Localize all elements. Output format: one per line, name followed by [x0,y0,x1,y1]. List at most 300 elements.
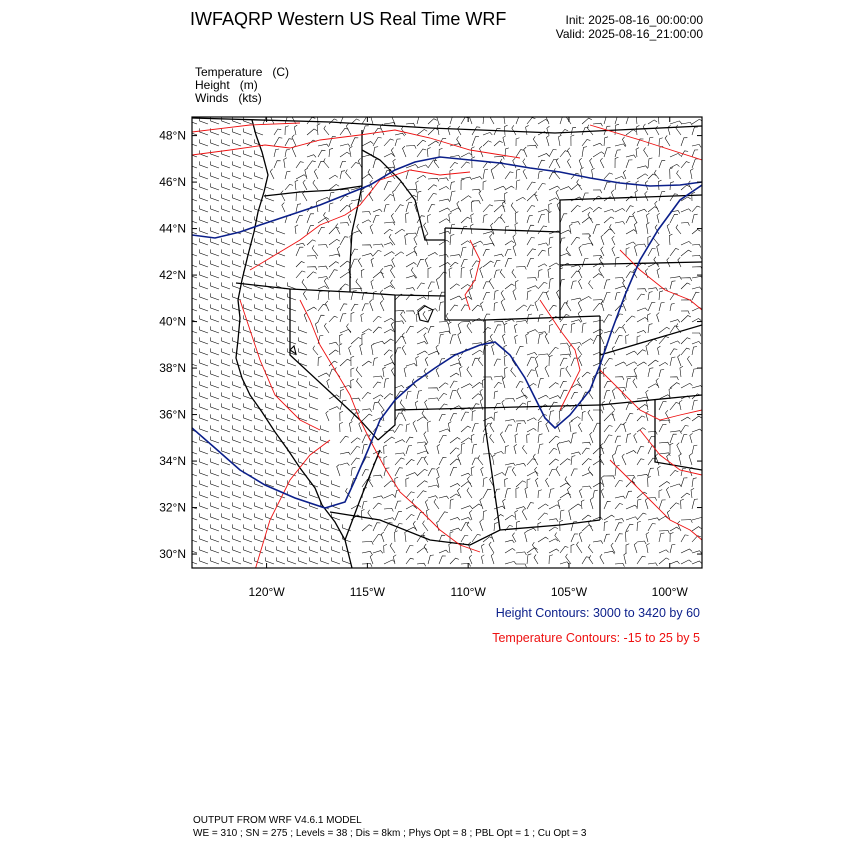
wind-barb [384,468,389,476]
wind-barb [571,265,581,268]
wind-barb [406,233,417,236]
wind-barb [692,561,702,564]
wind-barb [296,175,307,179]
wind-barb [560,358,567,366]
wind-barb [515,223,518,234]
wind-barb [299,480,308,487]
wind-barb [680,366,683,377]
wind-barb [516,117,522,124]
wind-barb [417,140,426,146]
wind-barb [501,300,505,311]
wind-barb [692,536,701,542]
wind-barb [549,448,557,454]
wind-barb [266,227,275,234]
wind-barb [373,402,378,410]
wind-barb [593,207,602,212]
wind-barb [513,235,516,246]
wind-barb [351,163,359,169]
wind-barb [582,323,586,333]
wind-barb [384,194,393,201]
wind-barb [549,150,557,158]
wind-barb [494,404,501,411]
wind-barb [244,128,253,135]
wind-barb [670,303,675,311]
wind-barb [637,513,646,520]
wind-barb [450,459,460,465]
wind-barb [362,501,367,509]
wind-barb [222,414,231,421]
wind-barb [329,342,338,345]
wind-barb [483,243,495,246]
model-info-line-2: WE = 310 ; SN = 275 ; Levels = 38 ; Dis = 8km ; Phys Opt = 8 ; PBL Opt = 1 ; Cu Opt = 3 [193,828,587,839]
wind-barb [604,391,610,400]
wind-barb [560,230,571,234]
wind-barb [546,478,550,487]
wind-barb [527,330,538,333]
wind-barb [593,304,603,312]
wind-barb [439,199,450,202]
wind-barb [601,476,604,487]
wind-barb [504,113,507,124]
wind-barb [450,117,456,125]
wind-barb [571,135,574,146]
wind-barb [318,277,328,280]
wind-barb [189,480,198,487]
wind-barb [461,196,471,201]
wind-barb [525,531,528,542]
wind-barb [609,400,615,410]
wind-barb [233,392,242,399]
wind-barb [310,469,319,476]
wind-barb [266,271,275,278]
wind-barb [600,333,604,344]
wind-barb [571,417,580,421]
wind-barb [233,557,242,564]
wind-barb [483,232,494,235]
wind-barb [378,399,384,410]
wind-barb [299,381,308,388]
wind-barb [450,363,461,366]
wind-barb [362,361,372,366]
wind-barb [406,276,416,279]
wind-barb [211,183,220,190]
lon-tick-label: 120°W [248,585,285,599]
wind-barb [222,425,231,432]
model-info-line-1: OUTPUT FROM WRF V4.6.1 MODEL [193,815,362,826]
wind-barb [670,471,678,477]
wind-barb [505,540,514,543]
wind-barb [449,213,452,223]
wind-barb [505,446,509,455]
wind-barb [211,205,220,212]
wind-barb [428,485,439,488]
wind-barb [211,161,220,168]
wind-barb [332,480,341,487]
wind-barb [527,401,531,410]
wind-barb [395,310,405,313]
wind-barb [200,414,209,421]
wind-barb [381,532,384,542]
wind-barb [436,368,439,377]
wind-barb [310,458,319,465]
wind-barb [669,234,672,245]
wind-barb [648,437,655,444]
wind-barb [472,358,479,366]
wind-barb [299,337,308,344]
wind-barb [439,208,450,212]
wind-barb [417,149,426,157]
wind-barb [404,367,407,377]
wind-barb [189,392,198,399]
wind-barb [303,180,307,190]
wind-barb [340,359,351,366]
wind-barb [189,293,198,300]
wind-barb [439,186,449,190]
wind-barb [604,435,612,443]
wind-barb [222,194,231,201]
wind-barb [471,434,474,443]
wind-barb [255,161,264,168]
pacific-coastline [236,120,352,568]
wind-barb [615,257,619,267]
field-unit: (m) [239,78,258,92]
wind-barb [310,524,319,531]
wind-barb [479,191,483,202]
wind-barb [189,194,198,201]
wind-barb [648,324,653,333]
wind-barb [560,547,568,554]
wind-barb [390,355,395,366]
wind-barb [318,150,325,157]
wind-barb [395,321,404,324]
wind-barb [384,456,387,465]
wind-barb [626,248,629,256]
wind-barb [615,144,626,147]
wind-barb [244,150,253,157]
wind-barb [200,216,209,223]
wind-barb [681,122,692,125]
wind-barb [581,500,584,509]
wind-barb [515,510,518,520]
wind-barb [604,331,614,334]
wind-barb [492,344,495,355]
wind-barb [211,502,220,509]
wind-barb [450,163,458,169]
wind-barb [417,259,424,267]
wind-barb [604,148,611,157]
wind-barb [527,434,530,443]
wind-barb [255,183,264,190]
wind-barb [222,557,231,564]
wind-barb [626,505,637,509]
wind-barb [494,186,506,190]
wind-barb [604,381,611,388]
wind-barb [692,292,699,300]
wind-barb [348,214,351,223]
wind-barb [307,129,317,135]
wind-barb [450,558,459,564]
wind-barb [626,362,637,366]
wind-barb [538,378,544,388]
wind-barb [469,510,472,520]
wind-barb [549,396,560,399]
wind-barb [384,205,389,213]
wind-barb [670,533,674,543]
wind-barb [288,524,297,531]
temperature-contours [192,123,702,570]
wind-barb [646,532,649,542]
wind-barb [472,137,479,146]
wind-barb [450,494,459,498]
wind-barb [516,169,520,179]
wind-barb [535,192,539,201]
wind-barb [549,324,553,333]
wind-barb [200,139,209,146]
map-title: IWFAQRP Western US Real Time WRF [190,9,507,29]
wind-barb [211,557,220,564]
wind-barb [340,161,346,168]
wind-barb [211,326,220,333]
wind-barb [657,268,660,278]
wind-barb [646,344,649,355]
wind-barb [428,141,439,146]
wind-barb [670,561,680,564]
wind-barb [362,212,371,215]
wind-barb [437,467,440,476]
wind-barb [515,212,518,223]
wind-barb [549,347,559,355]
wind-barb [681,348,690,355]
wind-barb [233,183,242,190]
wind-barb [233,546,242,553]
wind-barb [211,282,220,289]
wind-barb [505,125,508,135]
wind-barb [538,395,548,399]
wind-barb [527,528,536,531]
wind-barb [222,315,231,322]
wind-barb [593,329,603,333]
wind-barb [211,513,220,520]
wind-barb [189,161,198,168]
wind-barb [548,212,551,224]
wind-barb [222,172,231,179]
wind-barb [414,236,417,245]
wind-barb [490,434,494,443]
wind-barb [637,459,644,465]
plains-border-4 [600,395,702,405]
wind-barb [402,345,406,355]
wind-barb [457,201,461,212]
wind-barb [450,305,458,311]
wind-barb [692,267,702,270]
wind-barb [533,136,538,146]
wind-barb [450,235,454,246]
wind-barb [633,212,637,223]
wind-barb [582,118,592,124]
wind-barb [373,496,383,499]
wind-barb [424,223,428,234]
wind-barb [406,558,414,564]
wind-barb [312,245,318,256]
wind-barb [282,203,285,212]
wind-barb [648,563,657,566]
wind-barb [288,359,297,366]
wind-barb [324,126,329,135]
wind-barb [406,311,415,314]
wind-barb [393,159,396,168]
wind-barb [200,337,209,344]
wind-barb [648,174,656,179]
wind-barb [211,172,220,179]
wind-barb [299,359,308,366]
wind-barb [395,425,403,433]
wind-barb [222,139,231,146]
wind-barb [489,542,494,553]
wind-barb [516,423,521,432]
wind-barb [361,191,364,201]
wind-barb [266,348,275,355]
wind-barb [560,151,569,157]
wind-barb [299,447,308,454]
wind-barb [692,400,698,410]
wind-barb [406,424,410,432]
lat-tick-label: 44°N [159,221,186,236]
wind-barb [480,389,483,399]
wind-barb [481,555,484,564]
latitude-axis [159,129,702,561]
wind-barb [560,368,564,377]
wind-barb [567,487,571,498]
wind-barb [534,555,538,564]
wind-barb [222,304,231,311]
wind-barb [391,148,395,157]
wind-barb [658,346,661,355]
wind-barb [277,447,286,454]
wind-barb [327,379,330,388]
wind-barb [593,123,603,126]
wind-barb [428,178,439,181]
wind-barb [321,524,330,531]
wind-barb [566,366,571,377]
wind-barb [604,521,608,531]
wind-barb [406,202,412,212]
lat-tick-label: 46°N [159,175,186,190]
wind-barb [439,550,448,553]
wind-barb [428,253,438,257]
wind-barb [211,535,220,542]
wind-barb [417,165,428,168]
wind-barb [233,491,242,498]
wind-barb [373,358,378,366]
wind-barb [668,125,671,135]
wind-barb [667,454,670,465]
wind-barb [593,461,602,465]
wind-barb [538,270,542,278]
wind-barb [299,392,308,399]
wind-barb [189,315,198,322]
wind-barb [549,263,559,267]
wind-barb [200,194,209,201]
wind-barb [615,292,620,300]
wind-barb [624,422,627,432]
wind-barb [394,531,397,542]
wind-barb [657,313,660,322]
wind-barb [337,464,340,476]
wind-barb [670,527,679,531]
wind-barb [211,315,220,322]
wind-barb [560,354,571,357]
wind-barb [681,520,692,523]
wind-barb [527,118,535,124]
lon-tick-label: 100°W [651,585,688,599]
wind-barb [200,260,209,267]
wind-barb [307,214,314,223]
wind-barb [288,381,297,388]
wind-barb [659,533,664,542]
wind-barb [288,502,297,509]
wind-barb [461,518,471,521]
wind-barb [428,421,431,432]
wind-barb [417,469,428,476]
wind-barb [340,144,350,147]
wind-barb [222,238,231,245]
wind-barb [670,168,673,179]
wind-barb [307,161,316,168]
wind-barb [310,392,319,399]
wind-barb [569,509,572,520]
wind-barb [636,115,639,124]
wind-barb [222,381,231,388]
wind-barb [636,148,639,157]
wind-barb [339,289,342,300]
wind-barb [318,266,328,269]
wind-barb [478,455,483,465]
wind-barb [588,467,593,476]
plains-border-2 [560,262,702,265]
wind-barb [538,421,542,432]
wind-barb [571,452,581,455]
wind-barb [582,147,587,157]
wind-barb [483,477,487,487]
wind-barb [688,181,692,190]
wind-barb [461,227,467,234]
wind-barb [549,527,558,531]
wind-barb [626,160,632,168]
wind-barb [200,348,209,355]
wind-barb [428,282,435,289]
wind-barb [255,513,264,520]
wind-barb [406,478,409,487]
wind-barb [351,337,361,344]
wind-barb [527,291,531,300]
wind-barb [582,243,593,246]
wind-barb [310,546,319,553]
wind-barb [472,241,483,245]
wind-barb [424,456,428,465]
wind-barb [659,291,663,300]
wind-barb [274,149,279,157]
wind-barb [677,170,681,179]
wind-barb [646,411,649,421]
wind-barb [450,528,461,531]
wind-barb [522,509,527,520]
wind-barb [439,148,443,157]
wind-barb [610,224,616,234]
temperature-contours-legend-text: Temperature Contours: -15 to 25 by 5 [492,631,700,645]
wind-barb [321,513,330,520]
wind-barb [505,548,515,553]
wind-barb [626,517,638,520]
